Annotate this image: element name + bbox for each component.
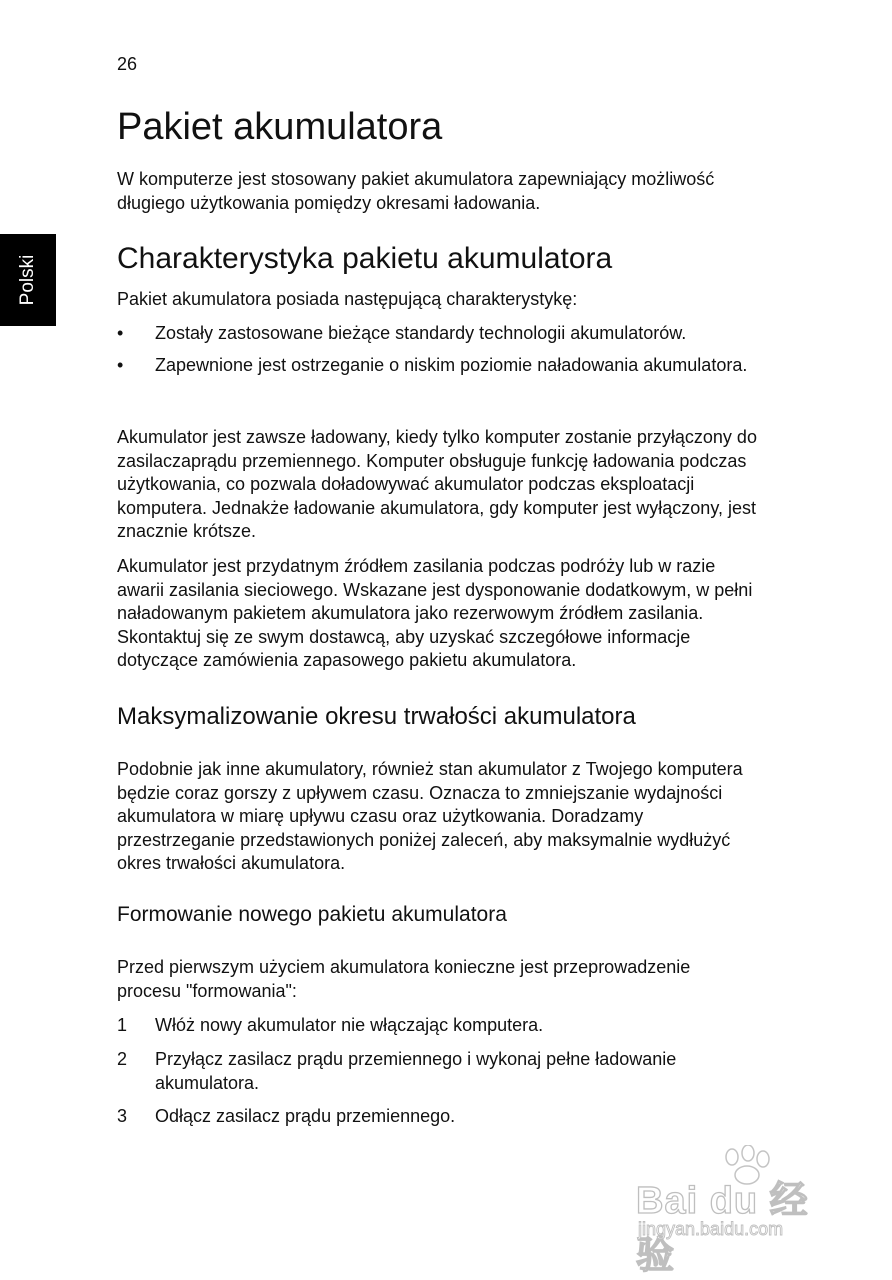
- maximize-paragraph: Podobnie jak inne akumulatory, również stan akumulator z Twojego komputera będzie coraz gorszy z upływem czasu. Oznacza to zmniejszanie wydajności akumulatora w miarę upływu czasu oraz użytkowania. Doradzamy przestrzeganie przedstawionych poniżej zaleceń, aby maksymalnie wydłużyć okres trwałości akumulatora.: [117, 759, 743, 873]
- bullet-text: Zostały zastosowane bieżące standardy technologii akumulatorów.: [155, 323, 687, 343]
- step-text: Włóż nowy akumulator nie włączając komputera.: [155, 1015, 544, 1035]
- forming-lead: Przed pierwszym użyciem akumulatora konieczne jest przeprowadzenie procesu "formowania":: [117, 957, 691, 1001]
- page-title: Pakiet akumulatora: [117, 106, 443, 148]
- section-heading-maximize: Maksymalizowanie okresu trwałości akumulatora: [117, 703, 636, 730]
- intro-paragraph: W komputerze jest stosowany pakiet akumulatora zapewniający możliwość długiego użytkowania pomiędzy okresami ładowania.: [117, 169, 715, 213]
- page-number: 26: [117, 54, 138, 74]
- language-tab-label: Polski: [17, 254, 38, 306]
- bullet-marker: •: [117, 323, 124, 343]
- step-text: Przyłącz zasilacz prądu przemiennego i wykonaj pełne ładowanie akumulatora.: [155, 1049, 677, 1093]
- bullet-marker: •: [117, 355, 124, 375]
- section-heading-characteristics: Charakterystyka pakietu akumulatora: [117, 242, 613, 275]
- step-number: 2: [117, 1049, 128, 1069]
- step-number: 3: [117, 1106, 128, 1126]
- watermark-logo: Bai du 经验: [636, 1180, 809, 1277]
- step-text: Odłącz zasilacz prądu przemiennego.: [155, 1106, 456, 1126]
- step-number: 1: [117, 1015, 128, 1035]
- travel-paragraph: Akumulator jest przydatnym źródłem zasilania podczas podróży lub w razie awarii zasilania sieciowego. Wskazane jest dysponowanie dodatkowym, w pełni naładowanym pakietem akumulatora jako rezerwowym źródłem zasilania. Skontaktuj się ze swym dostawcą, aby uzyskać szczegółowe informacje dotyczące zamówienia zapasowego pakietu akumulatora.: [117, 556, 753, 670]
- bullet-text: Zapewnione jest ostrzeganie o niskim poziomie naładowania akumulatora.: [155, 355, 748, 375]
- baidu-watermark: [634, 1145, 844, 1277]
- charging-paragraph: Akumulator jest zawsze ładowany, kiedy tylko komputer zostanie przyłączony do zasilaczaprądu przemiennego. Komputer obsługuje funkcję ładowania podczas użytkowania, co pozwala doładowywać akumulator podczas eksploatacji komputera. Jednakże ładowanie akumulatora, gdy komputer jest wyłączony, jest znacznie krótsze.: [117, 427, 757, 541]
- watermark-url: jingyan.baidu.com: [638, 1219, 784, 1239]
- language-tab: [0, 234, 56, 326]
- section-heading-forming: Formowanie nowego pakietu akumulatora: [117, 903, 507, 926]
- characteristics-lead: Pakiet akumulatora posiada następującą charakterystykę:: [117, 289, 578, 309]
